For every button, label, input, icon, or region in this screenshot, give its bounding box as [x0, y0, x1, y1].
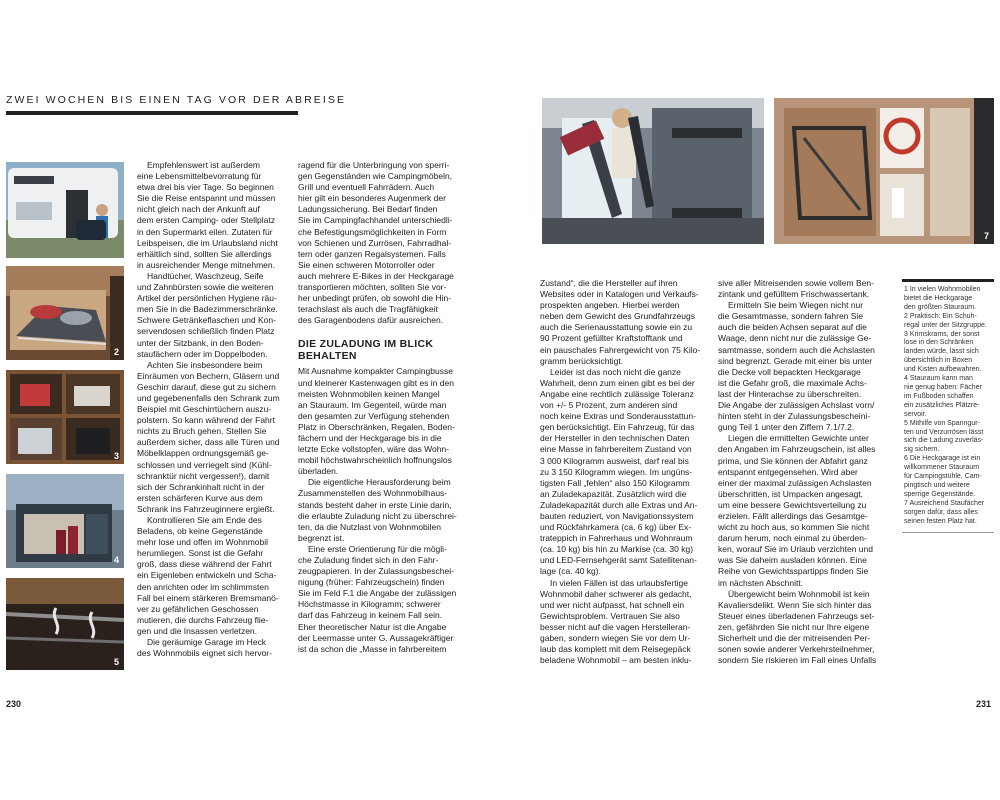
photo-number: 3 — [113, 451, 119, 461]
caption: 7 Ausreichend Staufächer sorgen dafür, dass alles seinen festen Platz hat. — [904, 499, 985, 525]
paragraph: Empfehlenswert ist außerdem eine Lebensmittelbevorratung für etwa drei bis vier Tage. So beginnen Sie die Reise entspannt und müssen nicht gleich nach der Ankunft auf dem ersten Camping- oder Stellplatz in den Supermarkt eilen. Zutaten für Leibspeisen, die im Urlaubsland nicht erhältlich sind, sollten Sie allerdings in ausreichender Menge mitnehmen. — [137, 160, 278, 270]
photo-number: 5 — [113, 657, 119, 667]
photo-6 — [542, 98, 764, 244]
photo-number: 4 — [113, 555, 119, 565]
paragraph: Zustand“, die die Hersteller auf ihren Websites oder in Katalogen und Verkaufs- prospekten angeben. Hierbei werden neben dem Gewicht des Grundfahrzeugs auch die Serienausstattung sowie ein zu 90 Prozent gefüllter Kraftstofftank und ein pauschales Fahrergewicht von 75 Kilo- gramm berücksichtigt. — [540, 278, 701, 366]
photo-5 — [6, 578, 124, 670]
text-column-3 — [540, 278, 706, 696]
section-heading: DIE ZULADUNG IM BLICK BEHALTEN — [298, 338, 434, 363]
paragraph: Eine erste Orientierung für die mögli- che Zuladung findet sich in den Fahr- zeugpapieren. In der Zulassungsbeschei- nigung (früher: Fahrzeugschein) finden Sie im Feld F.1 die Angabe der zulässigen Höchstmasse in Kilogramm; schwerer darf das Fahrzeug in keinem Fall sein. Eher theoretischer Natur ist die Angabe der Leermasse unter G. Aussagekräftiger ist da schon die „Masse in fahrbereitem — [298, 543, 457, 654]
page-number-right: 231 — [976, 699, 992, 709]
text-column-4 — [718, 278, 888, 696]
paragraph: Übergewicht beim Wohnmobil ist kein Kavaliersdelikt. Wenn Sie sich hinter das Steuer eines überladenen Fahrzeugs set- zen, gefährden Sie nicht nur Ihre eigene Sicherheit und die der mitreisenden Per- sonen sowie anderer Verkehrsteilnehmer, sondern Sie riskieren im Fall eines Unfalls — [718, 588, 877, 666]
section-title: ZWEI WOCHEN BIS EINEN TAG VOR DER ABREISE — [6, 94, 347, 106]
paragraph: In vielen Fällen ist das urlaubsfertige Wohnmobil daher schwerer als gedacht, und wer nicht aufpasst, hat schnell ein Gewichtsproblem. Vertrauen Sie also besser nicht auf die vagen Herstelleran- gaben, sondern wiegen Sie vor dem Ur- laub das komplett mit dem Reisegepäck beladene Wohnmobil – am besten inklu- — [540, 577, 692, 666]
page-number-left: 230 — [6, 699, 22, 709]
caption-rule — [902, 279, 994, 282]
paragraph: Handtücher, Waschzeug, Seife und Zahnbürsten sowie die weiteren Artikel der persönlichen Hygiene räu- men Sie in die Badezimmerschränke. Schwere Getränkeflaschen und Kon- servendosen schließlich finden Platz unter der Sitzbank, in den Boden- staufächern oder im Doppelboden. — [137, 270, 278, 359]
paragraph: ragend für die Unterbringung von sperri- gen Gegenständen wie Campingmöbeln, Grill und eventuell Fahrrädern. Auch hier gilt ein besonderes Augenmerk der Ladungssicherung. Bei Bedarf finden Sie im Campingfachhandel unterschiedli- che Befestigungsmöglichkeiten in Form von Schienen und Zurrösen, Fahrradhal- tern oder ganzen Regalsystemen. Falls Sie einen schweren Motorroller oder auch mehrere E-Bikes in der Heckgarage transportieren möchten, sollten Sie vor- her unbedingt prüfen, ob sowohl die Hin- terachslast als auch die Tragfähigkeit des Garagenbodens dafür ausreichen. — [298, 160, 454, 326]
photo-number: 7 — [983, 231, 989, 241]
caption: 3 Krimskrams, der sonst lose in den Schränken landen würde, lässt sich übersichtlich in Boxen und Kisten aufbewahren. — [904, 330, 982, 374]
photo-3 — [6, 370, 124, 464]
photo-4 — [6, 474, 124, 568]
photo-captions — [904, 286, 996, 526]
caption-bottom-rule — [902, 532, 994, 533]
photo-7 — [774, 98, 994, 244]
paragraph: Achten Sie insbesondere beim Einräumen von Bechern, Gläsern und Geschirr darauf, diese gut zu sichern und gegebenenfalls den Schrank zum Beispiel mit Geschirrtüchern auszu- polstern. So kann während der Fahrt nichts zu Bruch gehen. Stellen Sie außerdem sicher, dass alle Türen und Möbelklappen ordnungsgemäß ge- schlossen und verriegelt sind (Kühl- schranktür nicht vergessen!), damit sich der Schrankinhalt nicht in der ersten schärferen Kurve aus dem Schrank ins Fahrzeuginnere ergießt. — [137, 359, 280, 514]
paragraph: sive aller Mitreisenden sowie vollem Ben- zintank und gefülltem Frischwassertank. — [718, 278, 874, 300]
text-column-2 — [298, 160, 462, 696]
paragraph: Mit Ausnahme kompakter Campingbusse und kleinerer Kastenwagen gibt es in den meisten Wohnmobilen keinen Mangel an Stauraum. Im Gegenteil, würde man den gesamten zur Verfügung stehenden Platz in Oberschränken, Regalen, Boden- fächern und der Heckgarage bis in die letzte Ecke vollstopfen, wäre das Wohn- mobil höchstwahrscheinlich hoffnungslos überladen. — [298, 366, 455, 477]
caption: 5 Mithilfe von Spanngur- ten und Verzurrösen lässt sich die Ladung zuverläs- sig sichern. — [904, 419, 984, 454]
paragraph: Liegen die ermittelten Gewichte unter den Angaben im Fahrzeugschein, ist alles prima, und Sie können der Abfahrt ganz entspannt entgegensehen. Wird aber einer der maximal zulässigen Achslasten überschritten, ist Umpacken angesagt, um eine bessere Gewichtsverteilung zu erzielen. Fällt allerdings das Gesamtge- wicht zu hoch aus, so kommen Sie nicht darum herum, noch einmal zu überden- ken, worauf Sie im Urlaub verzichten und was Sie daheim ausladen können. Eine Reihe von Gewichtsspartipps finden Sie im nächsten Abschnitt. — [718, 433, 876, 588]
text-column-1 — [137, 160, 283, 696]
caption: 2 Praktisch: Ein Schuh- regal unter der Sitzgruppe. — [904, 312, 987, 329]
section-title-rule — [6, 111, 298, 115]
paragraph: Leider ist das noch nicht die ganze Wahrheit, denn zum einen gibt es bei der Angabe eine rechtlich zulässige Toleranz von +/- 5 Prozent, zum anderen sind noch keine Extras und Sonderausstattun- gen berücksichtigt. Ein Fahrzeug, für das der Hersteller in den technischen Daten eine Masse in fahrbereitem Zustand von 3 000 Kilogramm ausweist, darf real bis zu 3 150 Kilogramm wiegen. Im ungüns- tigsten Fall „fehlen“ also 150 Kilogramm an Zuladekapazität. Zusätzlich wird die Zuladekapazität durch alle Extras und An- bauten reduziert, von Navigationssystem und Rückfahrkamera (ca. 6 kg) über Ex- trateppich in Fahrerhaus und Wohnraum (ca. 10 kg) bis hin zu Markise (ca. 30 kg) und LED-Fernsehgerät samt Satellitenan- lage (ca. 40 kg). — [540, 366, 698, 577]
paragraph: Kontrollieren Sie am Ende des Beladens, ob keine Gegenstände mehr lose und offen im Wohnmobil herumliegen. Sonst ist die Gefahr groß, dass diese während der Fahrt ein Eigenleben entwickeln und Scha- den anrichten oder im schlimmsten Fall bei einem stärkeren Bremsmanö- ver zu gefährlichen Geschossen mutieren, die durchs Fahrzeug flie- gen und die Insassen verletzen. — [137, 515, 279, 636]
paragraph: Ermitteln Sie beim Wiegen nicht nur die Gesamtmasse, sondern fahren Sie auch die beiden Achsen separat auf die Waage, denn nicht nur die zulässige Ge- samtmasse, sondern auch die Achslasten sind begrenzt. Gerade mit einer bis unter die Decke voll bepackten Heckgarage ist die Gefahr groß, die maximale Achs- last der Hinterachse zu überschreiten. Die Angabe der zulässigen Achslast vorn/ hinten steht in der Zulassungsbescheini- gung Teil 1 unter den Ziffern 7.1/7.2. — [718, 300, 875, 433]
paragraph: Die geräumige Garage im Heck des Wohnmobils eignet sich hervor- — [137, 637, 272, 659]
photo-1 — [6, 162, 124, 258]
photo-number: 2 — [113, 347, 119, 357]
paragraph: Die eigentliche Herausforderung beim Zusammenstellen des Wohnmobilhaus- stands besteht daher in erste Linie darin, die erlaubte Zuladung nicht zu überschrei- ten, da die Nutzlast von Wohnmobilen begrenzt ist. — [298, 477, 457, 543]
photo-2 — [6, 266, 124, 360]
caption: 6 Die Heckgarage ist ein willkommener Stauraum für Campingstühle, Cam- pingtisch und weitere sperrige Gegenstände. — [904, 455, 982, 498]
caption: 1 In vielen Wohnmobilen bietet die Heckgarage den größten Stauraum. — [904, 286, 981, 311]
caption: 4 Stauraum kann man nie genug haben: Fächer im Fußboden schaffen ein zusätzliches Plätzre- servoir. — [904, 375, 982, 418]
